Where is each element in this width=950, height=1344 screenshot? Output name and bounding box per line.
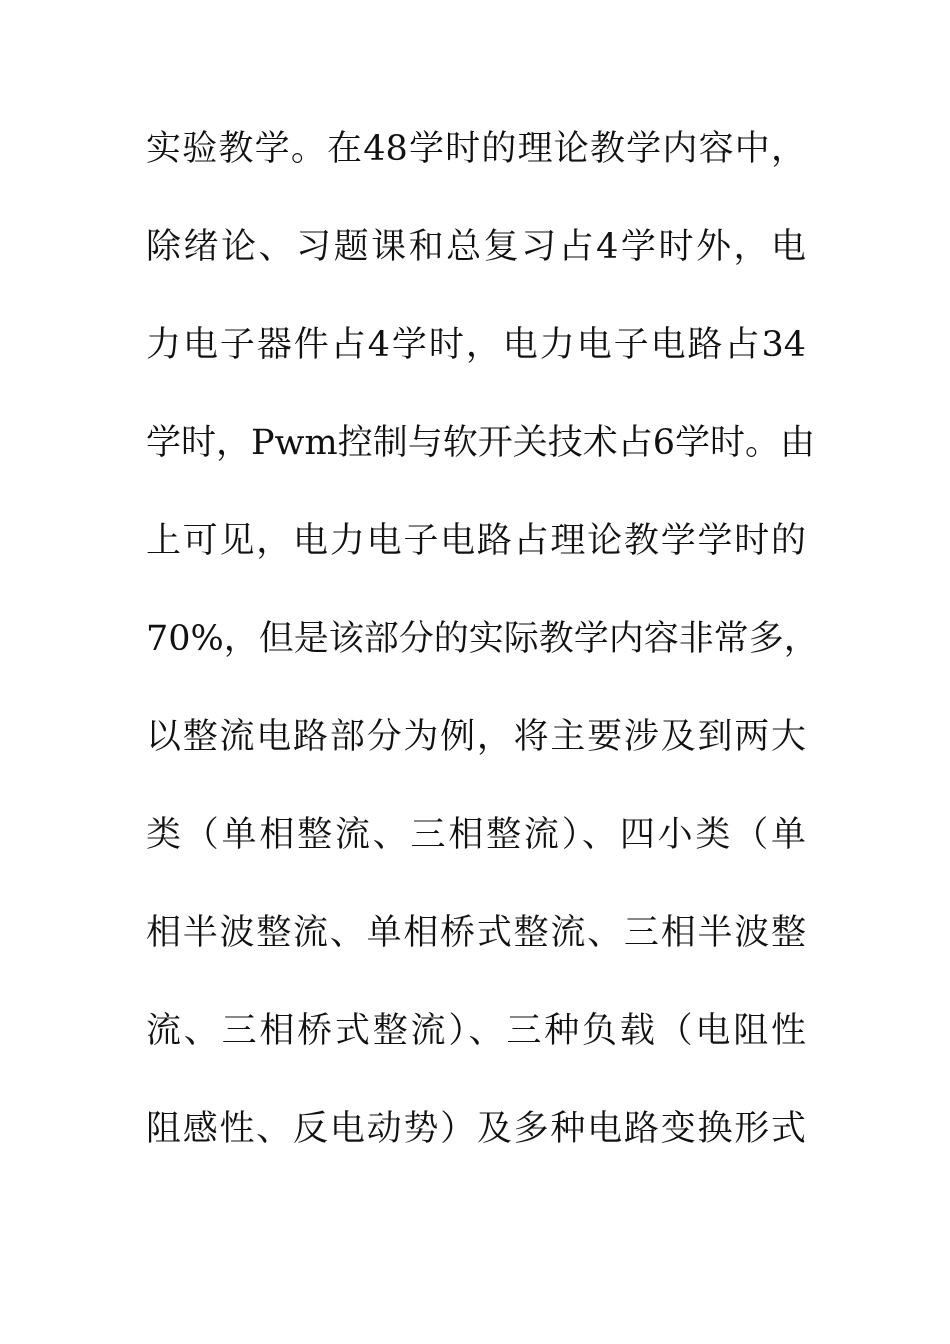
text-line-1: 实验教学。在48学时的理论教学内容中， [146,129,806,169]
text-line-10: 流、三相桥式整流）、三种负载（电阻性 [146,1011,806,1051]
text-line-8: 类（单相整流、三相整流）、四小类（单 [146,815,806,855]
text-line-7: 以整流电路部分为例，将主要涉及到两大 [146,717,806,757]
text-line-11: 阻感性、反电动势）及多种电路变换形式 [146,1109,806,1149]
text-line-2: 除绪论、习题课和总复习占4学时外，电 [146,227,806,267]
text-line-9: 相半波整流、单相桥式整流、三相半波整 [146,913,806,953]
text-line-5: 上可见，电力电子电路占理论教学学时的 [146,521,806,561]
text-line-4: 学时，Pwm控制与软开关技术占6学时。由 [146,423,815,463]
text-line-3: 力电子器件占4学时，电力电子电路占34 [146,325,806,365]
text-line-6: 70%，但是该部分的实际教学内容非常多， [146,619,819,659]
body-text [146,120,819,1198]
